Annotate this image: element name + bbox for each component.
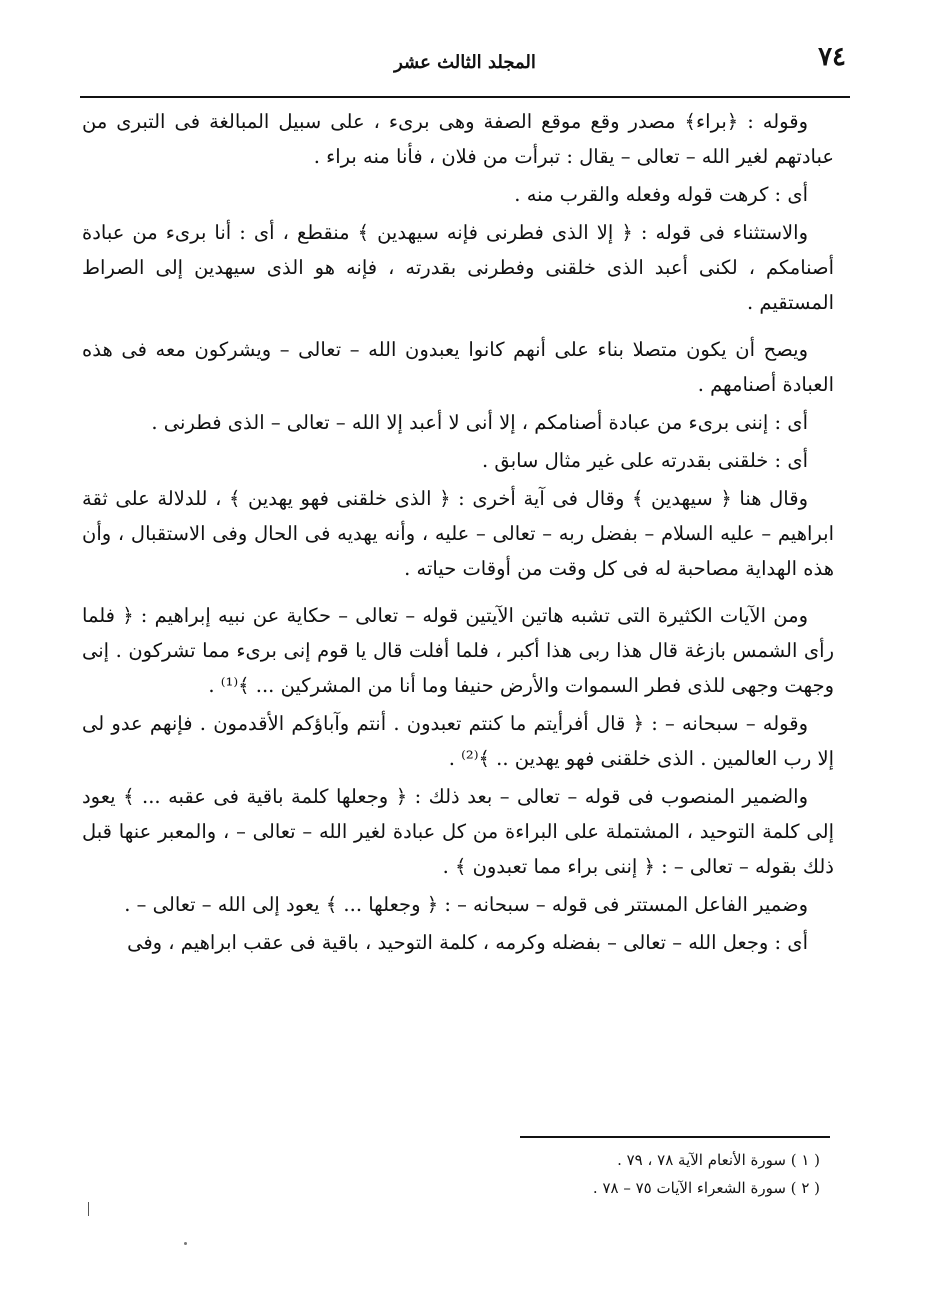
footnote-rule — [520, 1136, 830, 1138]
paragraph: أى : وجعل الله – تعالى – بفضله وكرمه ، كلمة التوحيد ، باقية فى عقب ابراهيم ، وفى — [127, 931, 808, 954]
paragraph: وقوله – سبحانه – : ﴿ قال أفرأيتم ما كنتم تعبدون . أنتم وآباؤكم الأقدمون . فإنهم عدو لى إلا رب العالمين . الذى خلقنى فهو يهدين .. ﴾⁽²⁾ . — [82, 712, 834, 770]
running-title: المجلد الثالث عشر — [394, 52, 536, 73]
scan-speck — [184, 1242, 187, 1245]
header-rule — [80, 96, 850, 98]
paragraph: ويصح أن يكون متصلا بناء على أنهم كانوا يعبدون الله – تعالى – ويشركون معه فى هذه العبادة أصنامهم . — [82, 338, 834, 396]
scan-mark — [88, 1202, 95, 1216]
paragraph: أى : خلقنى بقدرته على غير مثال سابق . — [482, 449, 808, 472]
page-number: ٧٤ — [818, 42, 846, 72]
paragraph: والضمير المنصوب فى قوله – تعالى – بعد ذلك : ﴿ وجعلها كلمة باقية فى عقبه ... ﴾ يعود إلى كلمة التوحيد ، المشتملة على البراءة من كل عبادة لغير الله – تعالى – ، والمعبر عنها قبل ذلك بقوله – تعالى – : ﴿ إننى براء مما تعبدون ﴾ . — [82, 785, 834, 878]
paragraph: أى : كرهت قوله وفعله والقرب منه . — [514, 183, 808, 206]
footnote: ( ١ ) سورة الأنعام الآية ٧٨ ، ٧٩ . — [617, 1151, 820, 1169]
paragraph: وقال هنا ﴿ سيهدين ﴾ وقال فى آية أخرى : ﴿ الذى خلقنى فهو يهدين ﴾ ، للدلالة على ثقة ابراهيم – عليه السلام – بفضل ربه – تعالى – عليه ، وأنه يهديه فى الحال وفى الاستقبال ، وأن هذه الهداية مصاحبة له فى كل وقت من أوقات حياته . — [82, 487, 834, 580]
paragraph: ومن الآيات الكثيرة التى تشبه هاتين الآيتين قوله – تعالى – حكاية عن نبيه إبراهيم : ﴿ فلما رأى الشمس بازغة قال هذا ربى هذا أكبر ، فلما أفلت قال يا قوم إنى برىء مما تشركون . إنى وجهت وجهى للذى فطر السموات والأرض حنيفا وما أنا من المشركين ... ﴾⁽¹⁾ . — [82, 604, 834, 697]
paragraph: وضمير الفاعل المستتر فى قوله – سبحانه – : ﴿ وجعلها ... ﴾ يعود إلى الله – تعالى – . — [124, 893, 808, 916]
paragraph: والاستثناء فى قوله : ﴿ إلا الذى فطرنى فإنه سيهدين ﴾ منقطع ، أى : أنا برىء من عبادة أصنامكم ، لكنى أعبد الذى خلقنى وفطرنى بقدرته ، فإنه هو الذى سيهدين إلى الصراط المستقيم . — [82, 221, 834, 314]
body-text — [82, 104, 834, 963]
page-header — [80, 40, 850, 84]
footnote: ( ٢ ) سورة الشعراء الآيات ٧٥ – ٧٨ . — [592, 1179, 820, 1197]
paragraph: وقوله : ﴿براء﴾ مصدر وقع موقع الصفة وهى برىء ، على سبيل المبالغة فى التبرى من عبادتهم لغير الله – تعالى – يقال : تبرأت من فلان ، فأنا منه براء . — [82, 110, 834, 168]
footnotes — [500, 1146, 820, 1202]
paragraph: أى : إننى برىء من عبادة أصنامكم ، إلا أنى لا أعبد إلا الله – تعالى – الذى فطرنى . — [151, 411, 808, 434]
